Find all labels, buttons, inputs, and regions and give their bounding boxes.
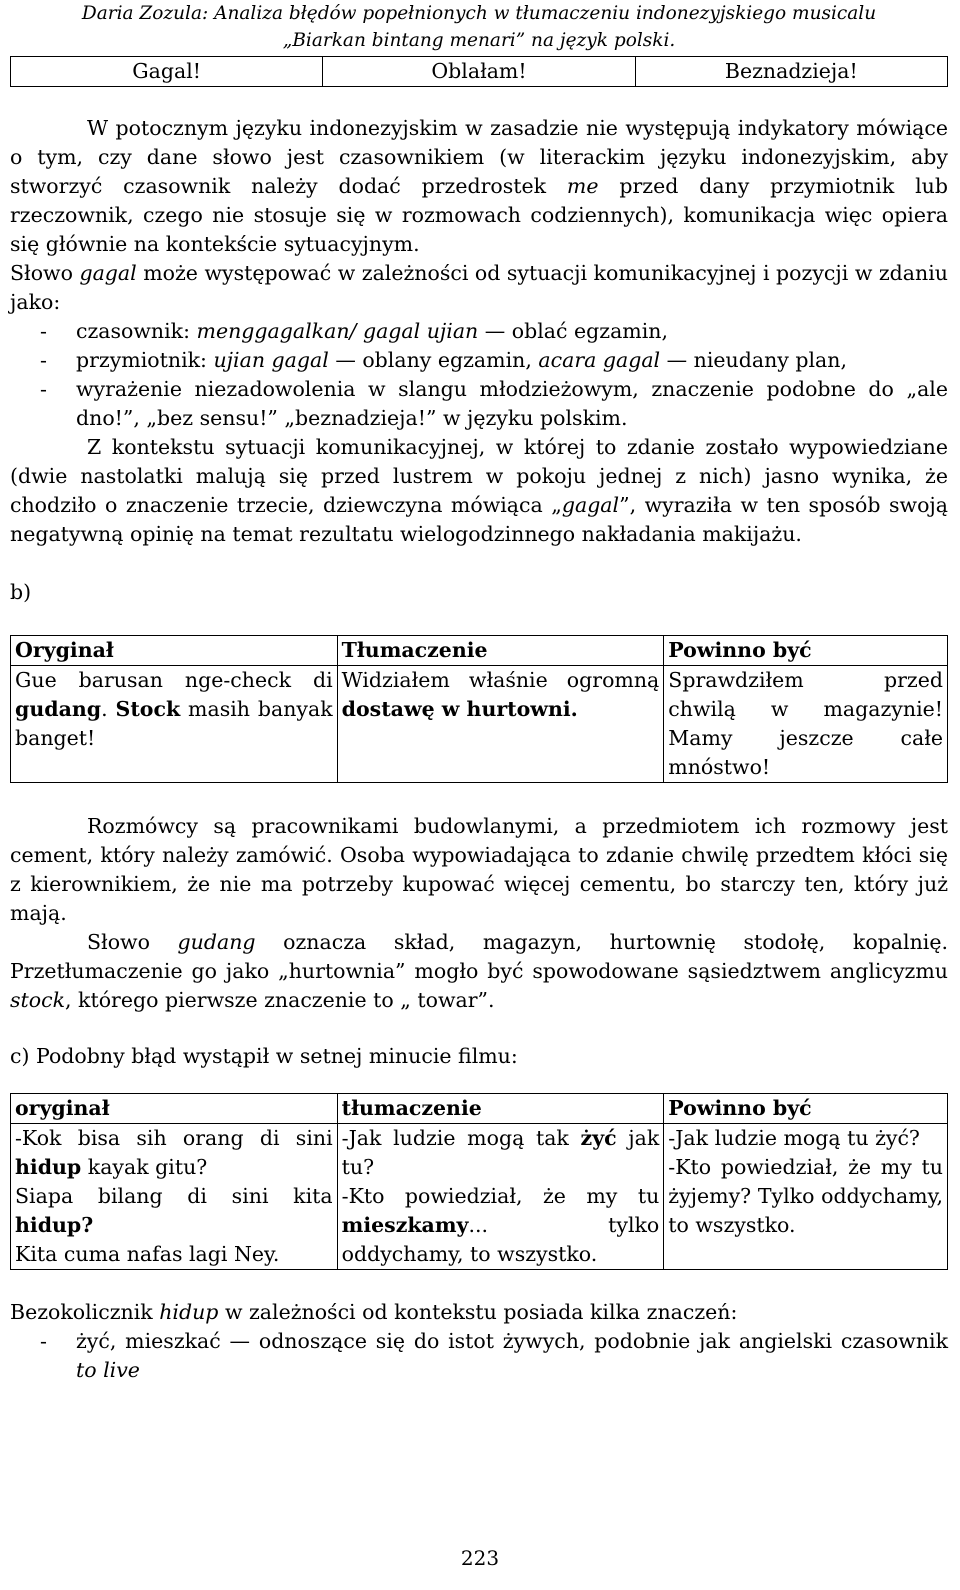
list-item: - przymiotnik: ujian gagal — oblany egzamin, acara gagal — nieudany plan,	[76, 346, 948, 375]
table-cell: -Jak ludzie mogą tak żyć jak tu? -Kto powiedział, że my tu mieszkamy... tylko oddychamy, to wszystko.	[337, 1124, 664, 1270]
example-c-table	[10, 1093, 948, 1270]
column-header: tłumaczenie	[337, 1094, 664, 1124]
table-cell: -Kok bisa sih orang di sini hidup kayak gitu? Siapa bilang di sini kita hidup? Kita cuma nafas lagi Ney.	[11, 1124, 338, 1270]
section-label: b)	[10, 580, 32, 604]
header-line-2: „Biarkan bintang menari” na język polski.	[282, 30, 676, 51]
column-header: Tłumaczenie	[337, 636, 664, 666]
column-header: oryginał	[11, 1094, 338, 1124]
gagal-translation-table	[10, 56, 948, 87]
page-number: 223	[460, 1546, 500, 1570]
running-header	[10, 0, 948, 54]
table-cell: Widziałem właśnie ogromną dostawę w hurtowni.	[337, 666, 664, 783]
column-header: Oryginał	[11, 636, 338, 666]
paragraph: Bezokolicznik hidup w zależności od kontekstu posiada kilka znaczeń:	[10, 1300, 738, 1324]
table-cell: Oblałam!	[323, 57, 635, 87]
paragraph: Rozmówcy są pracownikami budowlanymi, a przedmiotem ich rozmowy jest cement, który należy zamówić. Osoba wypowiadająca to zdanie chwilę przedtem kłóci się z kierownikiem, że nie ma potrzeby kupować więcej cementu, bo starczy ten, który już mają.	[10, 814, 948, 925]
list-item: - żyć, mieszkać — odnoszące się do istot żywych, podobnie jak angielski czasownik to live	[76, 1327, 948, 1385]
table-cell: Beznadzieja!	[635, 57, 947, 87]
paragraph: W potocznym języku indonezyjskim w zasadzie nie występują indykatory mówiące o tym, czy dane słowo jest czasownikiem (w literackim języku indonezyjskim, aby stworzyć czasownik należy dodać przedrostek me przed dany przymiotnik lub rzeczownik, czego nie stosuje się w rozmowach codziennych), komunikacja więc opiera się głównie na kontekście sytuacyjnym.	[10, 116, 948, 256]
column-header: Powinno być	[664, 1094, 948, 1124]
paragraph: Słowo gudang oznacza skład, magazyn, hurtownię stodołę, kopalnię. Przetłumaczenie go jako „hurtownia” mogło być spowodowane sąsiedztwem anglicyzmu stock, którego pierwsze znaczenie to „ towar”.	[10, 930, 948, 1012]
table-cell: Gagal!	[11, 57, 323, 87]
column-header: Powinno być	[664, 636, 948, 666]
meaning-list	[10, 1327, 948, 1385]
table-cell: -Jak ludzie mogą tu żyć? -Kto powiedział, że my tu żyjemy? Tylko oddychamy, to wszystko.	[664, 1124, 948, 1270]
list-item: - czasownik: menggagalkan/ gagal ujian — oblać egzamin,	[76, 317, 948, 346]
table-cell: Sprawdziłem przed chwilą w magazynie! Mamy jeszcze całe mnóstwo!	[664, 666, 948, 783]
paragraph: Słowo gagal może występować w zależności od sytuacji komunikacyjnej i pozycji w zdaniu jako:	[10, 261, 948, 314]
section-label: c) Podobny błąd wystąpił w setnej minucie filmu:	[10, 1044, 518, 1068]
list-item: - wyrażenie niezadowolenia w slangu młodzieżowym, znaczenie podobne do „ale dno!”, „bez sensu!” „beznadzieja!” w języku polskim.	[76, 375, 948, 433]
header-line-1: Daria Zozula: Analiza błędów popełnionych w tłumaczeniu indonezyjskiego musicalu	[81, 3, 877, 24]
meaning-list	[10, 317, 948, 433]
paragraph: Z kontekstu sytuacji komunikacyjnej, w której to zdanie zostało wypowiedziane (dwie nastolatki malują się przed lustrem w pokoju jednej z nich) jasno wynika, że chodziło o znaczenie trzecie, dziewczyna mówiąca „gagal”, wyraziła w ten sposób swoją negatywną opinię na temat rezultatu wielogodzinnego nakładania makijażu.	[10, 435, 948, 546]
table-cell: Gue barusan nge-check di gudang. Stock masih banyak banget!	[11, 666, 338, 783]
example-b-table	[10, 635, 948, 783]
document-page	[10, 0, 948, 1385]
